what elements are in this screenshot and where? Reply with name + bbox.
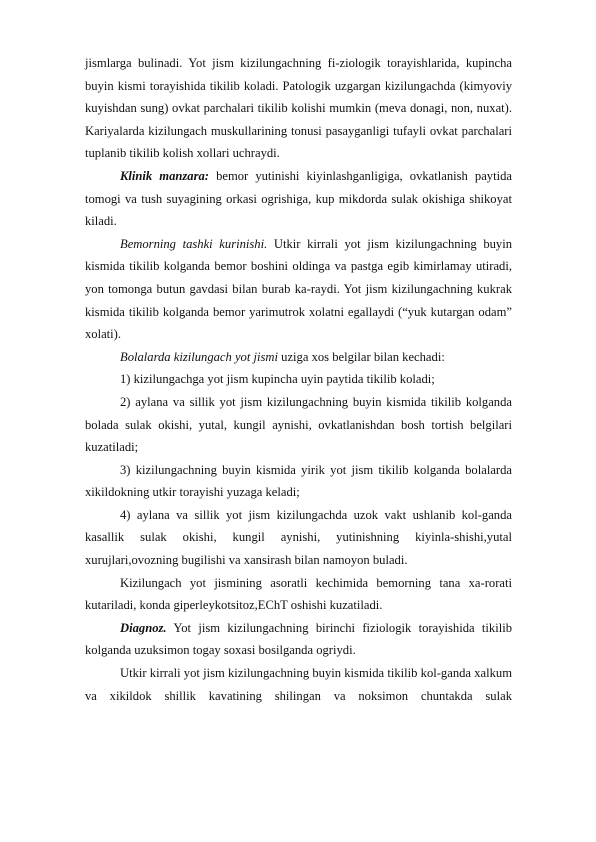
document-page xyxy=(85,52,512,707)
paragraph-patient-appearance xyxy=(85,233,512,346)
paragraph-children-features xyxy=(85,346,512,369)
paragraph-text: bemor yutinishi kiyinlashganligiga, ovkatlanish paytida tomogi va tush suyagining orkasi ogrishiga, kup mikdorda sulak okishiga shikoyat kiladi. xyxy=(85,168,512,229)
paragraph-complications xyxy=(85,572,512,617)
list-item-2 xyxy=(85,391,512,459)
paragraph-text: Utkir kirrali yot jism kizilungachning buyin kismida tikilib kolganda bemor boshini oldinga va pastga egib kimirlamay utiradi, yon tomonga butun gavdasi bilan burab ka-raydi. Yot jism kizilungachning kukrak kismida tikilib kolganda bemor yarimutrok xolatni egallaydi (“yuk kutargan odam” xolati). xyxy=(85,236,513,342)
list-item-text: 3) kizilungachning buyin kismida yirik yot jism tikilib kolganda bolalarda xikildokning utkir torayishi yuzaga keladi; xyxy=(85,462,512,500)
paragraph-text: Kizilungach yot jismining asoratli kechimida bemorning tana xa-rorati kutariladi, konda giperleykotsitoz,EChT oshishi kuzatiladi. xyxy=(85,575,512,613)
paragraph-text: Utkir kirrali yot jism kizilungachning buyin kismida tikilib kol-ganda xalkum va xikildok shillik kavatining shilingan va noksimon chuntakda sulak xyxy=(85,666,512,703)
children-features-heading: Bolalarda kizilungach yot jismi xyxy=(120,349,278,364)
paragraph-text: Yot jism kizilungachning birinchi fiziologik torayishida tikilib kolganda uzuksimon togay soxasi bosilganda ogriydi. xyxy=(85,620,512,658)
list-item-text: 4) aylana va sillik yot jism kizilungachda uzok vakt ushlanib kol-ganda kasallik sulak okishi, kungil aynishi, yutinishning kiyinla-shishi,yutal xurujlari,ovozning bugilishi va xansirash bilan namoyon buladi. xyxy=(85,507,512,568)
diagnosis-heading: Diagnoz. xyxy=(120,620,167,635)
list-item-text: 1) kizilungachga yot jism kupincha uyin paytida tikilib koladi; xyxy=(120,372,435,387)
paragraph-diagnosis xyxy=(85,617,512,662)
paragraph-sharp-foreign-body xyxy=(85,662,512,707)
paragraph-foreign-bodies-intro xyxy=(85,52,512,165)
list-item-4 xyxy=(85,504,512,572)
paragraph-text: uziga xos belgilar bilan kechadi: xyxy=(278,349,445,364)
paragraph-clinical-picture xyxy=(85,165,512,233)
paragraph-text: jismlarga bulinadi. Yot jism kizilungachning fi-ziologik torayishlarida, kupincha buyin kismi torayishida tikilib koladi. Patologik uzgargan kizilungachda (kimyoviy kuyishdan sung) ovkat parchalari tikilib kolishi mumkin (meva donagi, non, nuxat). Kariyalarda kizilungach muskullarining tonusi pasayganligi tufayli ovkat parchalari tuplanib tikilib kolish xollari uchraydi. xyxy=(85,56,512,161)
list-item-1 xyxy=(85,368,512,391)
list-item-text: 2) aylana va sillik yot jism kizilungachning buyin kismida tikilib kolganda bolada sulak okishi, yutal, kungil aynishi, ovkatlanishdan bosh tortish belgilari kuzatiladi; xyxy=(85,394,512,455)
list-item-3 xyxy=(85,459,512,504)
patient-appearance-heading: Bemorning tashki kurinishi. xyxy=(120,236,268,251)
clinical-picture-heading: Klinik manzara: xyxy=(120,168,209,183)
